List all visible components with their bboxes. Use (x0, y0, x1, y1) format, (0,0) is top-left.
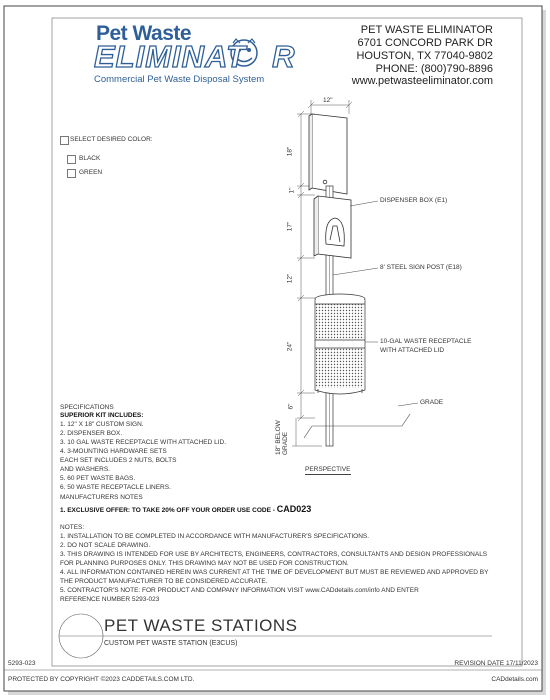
note-line-2: 2. DO NOT SCALE DRAWING. (60, 542, 151, 549)
color-green-label: GREEN (79, 169, 103, 176)
mfr-heading: MANUFACTURERS NOTES (60, 494, 143, 501)
company-name: PET WASTE ELIMINATOR (360, 24, 493, 36)
logo-line1: Pet Waste (96, 22, 192, 45)
logo-line2-main: ELIMINAT (94, 39, 247, 74)
dim-post-gap: 12" (286, 273, 294, 284)
select-color-label: SELECT DESIRED COLOR: (70, 136, 153, 143)
company-address1: 6701 CONCORD PARK DR (357, 37, 493, 49)
note-line-1: 1. INSTALLATION TO BE COMPLETED IN ACCORDANCE WITH MANUFACTURER'S SPECIFICATIONS. (60, 533, 370, 540)
note-line-3: 3. THIS DRAWING IS INTENDED FOR USE BY ARCHITECTS, ENGINEERS, CONTRACTORS, CONSULTANTS AND DESIGN PROFESSIONALS (60, 551, 488, 558)
spec-item-6: 6. 50 WASTE RECEPTACLE LINERS. (60, 484, 171, 491)
dim-below-grade: 18" BELOW GRADE (275, 420, 289, 455)
drawing-subtitle: CUSTOM PET WASTE STATION (E3CUS) (104, 640, 238, 647)
color-green-checkbox[interactable] (67, 169, 76, 178)
note-line-4: 4. ALL INFORMATION CONTAINED HEREIN WAS CURRENT AT THE TIME OF DEVELOPMENT BUT MUST BE REVIEWED AND APPROVED BY (60, 569, 489, 576)
waste-receptacle (315, 294, 365, 394)
notes-heading: NOTES: (60, 524, 85, 531)
note-line-5: 5. CONTRACTOR'S NOTE: FOR PRODUCT AND COMPANY INFORMATION VISIT www.CADdetails.com/info AND ENTER (60, 587, 419, 594)
company-address2: HOUSTON, TX 77040-9802 (356, 50, 493, 62)
dim-top-width: 12" (323, 97, 333, 104)
offer-text: 1. EXCLUSIVE OFFER: TO TAKE 20% OFF YOUR ORDER USE CODE - (60, 507, 277, 514)
callout-receptacle-2: WITH ATTACHED LID (380, 347, 445, 354)
logo-line2 (94, 39, 295, 75)
callout-receptacle-1: 10-GAL WASTE RECEPTACLE (380, 338, 472, 345)
callout-sign-post: 8' STEEL SIGN POST (E18) (380, 264, 462, 271)
dispenser-box (314, 196, 351, 258)
spec-item-4: 4. 3-MOUNTING HARDWARE SETS (60, 448, 167, 455)
offer-line (60, 505, 311, 515)
footer-brand: CADdetails.com (491, 676, 538, 683)
spec-item-5: 5. 60 PET WASTE BAGS. (60, 475, 136, 482)
spec-heading: SPECIFICATIONS (60, 404, 114, 411)
company-phone: PHONE: (800)790-8896 (375, 63, 493, 75)
note-line-5b: REFERENCE NUMBER 5293-023 (60, 596, 160, 603)
dim-receptacle-height: 24" (286, 341, 294, 352)
dim-sign-height: 18" (286, 146, 294, 157)
callout-grade: GRADE (420, 399, 444, 406)
drawing-title: PET WASTE STATIONS (104, 616, 298, 635)
dim-gap-1: 1" (288, 187, 296, 194)
spec-item-2: 2. DISPENSER BOX. (60, 430, 123, 437)
view-label: PERSPECTIVE (305, 466, 351, 473)
company-website: www.petwasteeliminator.com (351, 75, 493, 87)
footer-copyright: PROTECTED BY COPYRIGHT ©2023 CADDETAILS.COM LTD. (8, 676, 195, 683)
spec-item-4b: EACH SET INCLUDES 2 NUTS, BOLTS (60, 457, 177, 464)
spec-item-3: 3. 10 GAL WASTE RECEPTACLE WITH ATTACHED LID. (60, 439, 227, 446)
note-line-4b: THE PRODUCT MANUFACTURER TO BE CONSIDERED ACCURATE. (60, 578, 268, 585)
select-color-checkbox[interactable] (60, 136, 69, 145)
spec-item-1: 1. 12" X 18" CUSTOM SIGN. (60, 421, 144, 428)
dim-clearance: 6" (287, 403, 295, 410)
callout-dispenser-box: DISPENSER BOX (E1) (380, 197, 448, 204)
kit-heading: SUPERIOR KIT INCLUDES: (60, 412, 144, 419)
offer-code: CAD023 (276, 504, 312, 514)
custom-sign (309, 114, 347, 194)
color-black-checkbox[interactable] (67, 155, 76, 164)
dim-dispenser-height: 17" (286, 221, 294, 232)
brand-tagline: Commercial Pet Waste Disposal System (94, 74, 265, 85)
logo-line2-tail: R (272, 39, 296, 74)
footer-revision: REVISION DATE 17/11/2023 (454, 660, 538, 667)
note-line-3b: FOR PLANNING PURPOSES ONLY. THIS DRAWING MAY NOT BE USED FOR CONSTRUCTION. (60, 560, 349, 567)
spec-item-4c: AND WASHERS. (60, 466, 110, 473)
color-black-label: BLACK (79, 155, 101, 162)
footer-ref: 5293-023 (8, 660, 36, 667)
